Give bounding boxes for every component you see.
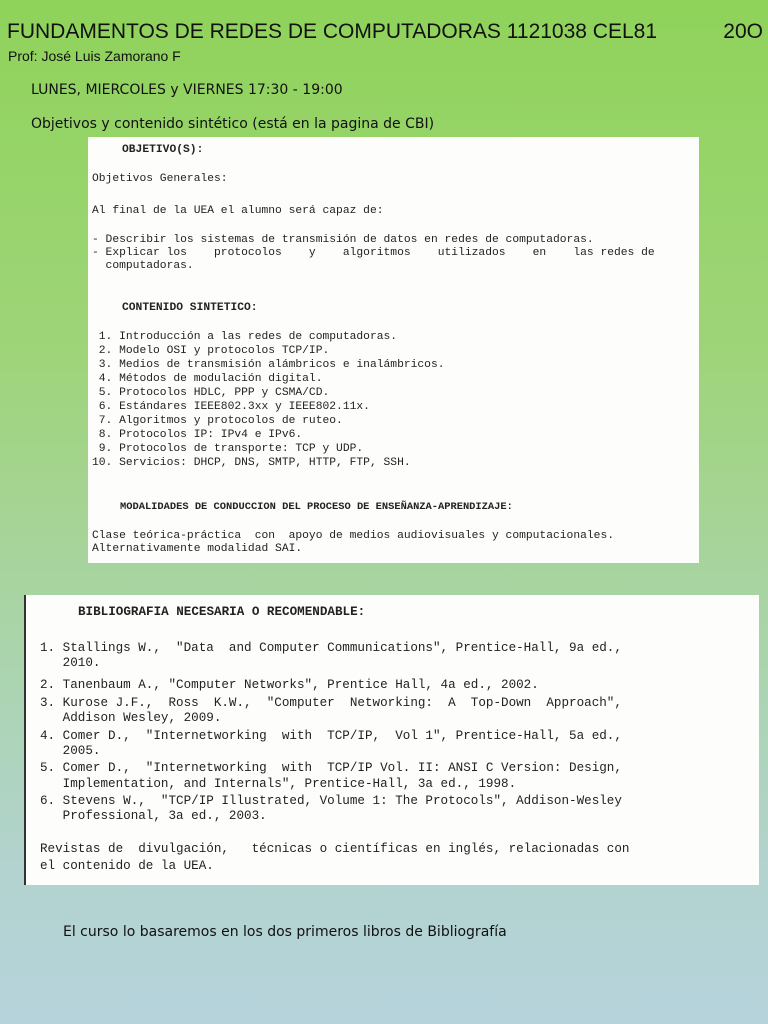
objective-line: computadoras. <box>92 260 194 272</box>
content-item: 8. Protocolos IP: IPv4 e IPv6. <box>92 429 303 441</box>
objective-line: - Describir los sistemas de transmisión de datos en redes de computadoras. <box>92 234 594 246</box>
modality-line: Clase teórica-práctica con apoyo de medios audiovisuales y computacionales. <box>92 530 615 542</box>
content-item: 6. Estándares IEEE802.3xx y IEEE802.11x. <box>92 401 370 413</box>
content-item: 10. Servicios: DHCP, DNS, SMTP, HTTP, FTP, SSH. <box>92 457 411 469</box>
content-heading: CONTENIDO SINTETICO: <box>122 302 258 314</box>
content-item: 5. Protocolos HDLC, PPP y CSMA/CD. <box>92 387 330 399</box>
bibliography-line: 2005. <box>40 744 101 758</box>
content-item: 2. Modelo OSI y protocolos TCP/IP. <box>92 345 330 357</box>
schedule-text: LUNES, MIERCOLES y VIERNES 17:30 - 19:00 <box>31 82 343 98</box>
content-item: 1. Introducción a las redes de computadoras. <box>92 331 398 343</box>
bibliography-line: 4. Comer D., "Internetworking with TCP/IP, Vol 1", Prentice-Hall, 5a ed., <box>40 729 622 743</box>
content-item: 7. Algoritmos y protocolos de ruteo. <box>92 415 343 427</box>
objective-line: - Explicar los protocolos y algoritmos utilizados en las redes de <box>92 247 655 259</box>
syllabus-scan <box>88 137 699 563</box>
term-code: 20O <box>723 20 763 43</box>
journals-line: el contenido de la UEA. <box>40 859 214 873</box>
journals-line: Revistas de divulgación, técnicas o científicas en inglés, relacionadas con <box>40 842 630 856</box>
modalities-heading: MODALIDADES DE CONDUCCION DEL PROCESO DE ENSEÑANZA-APRENDIZAJE: <box>120 501 513 513</box>
bibliography-heading: BIBLIOGRAFIA NECESARIA O RECOMENDABLE: <box>78 605 366 619</box>
course-title: FUNDAMENTOS DE REDES DE COMPUTADORAS 1121038 CEL81 <box>7 20 658 43</box>
bibliography-line: 3. Kurose J.F., Ross K.W., "Computer Networking: A Top-Down Approach", <box>40 696 622 710</box>
footer-note: El curso lo basaremos en los dos primeros libros de Bibliografía <box>63 924 507 940</box>
bibliography-line: Implementation, and Internals", Prentice-Hall, 3a ed., 1998. <box>40 777 517 791</box>
bibliography-scan <box>24 595 759 885</box>
page-title <box>7 20 763 44</box>
content-item: 4. Métodos de modulación digital. <box>92 373 323 385</box>
bibliography-line: 2. Tanenbaum A., "Computer Networks", Prentice Hall, 4a ed., 2002. <box>40 678 539 692</box>
bibliography-line: 1. Stallings W., "Data and Computer Communications", Prentice-Hall, 9a ed., <box>40 641 622 655</box>
bibliography-line: 6. Stevens W., "TCP/IP Illustrated, Volume 1: The Protocols", Addison-Wesley <box>40 794 622 808</box>
objectives-heading: OBJETIVO(S): <box>122 144 204 156</box>
professor-name: Prof: José Luis Zamorano F <box>8 48 181 64</box>
modality-line: Alternativamente modalidad SAI. <box>92 543 303 555</box>
bibliography-line: Professional, 3a ed., 2003. <box>40 809 267 823</box>
bibliography-line: Addison Wesley, 2009. <box>40 711 222 725</box>
objectives-intro-line: Al final de la UEA el alumno será capaz de: <box>92 205 384 217</box>
bibliography-line: 5. Comer D., "Internetworking with TCP/IP Vol. II: ANSI C Version: Design, <box>40 761 622 775</box>
objectives-intro: Objetivos y contenido sintético (está en la pagina de CBI) <box>31 116 435 132</box>
general-objectives-heading: Objetivos Generales: <box>92 173 228 185</box>
content-item: 3. Medios de transmisión alámbricos e inalámbricos. <box>92 359 445 371</box>
bibliography-line: 2010. <box>40 656 101 670</box>
content-item: 9. Protocolos de transporte: TCP y UDP. <box>92 443 364 455</box>
